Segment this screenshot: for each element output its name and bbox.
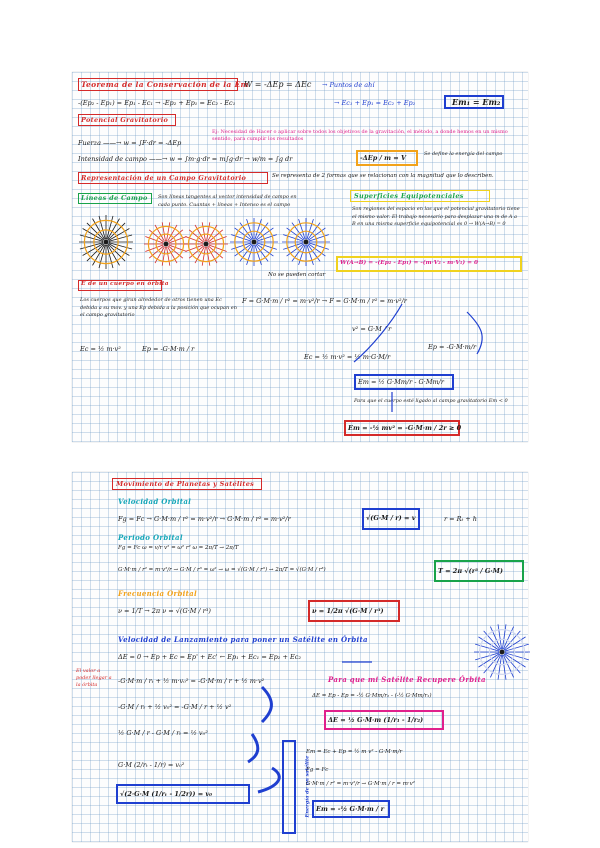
orbit-energy-title: E de un cuerpo en órbita	[81, 281, 169, 287]
potential-note: Se define la energía del campo	[424, 151, 503, 157]
vel-orb-title: Velocidad Orbital	[118, 497, 192, 506]
ep-line: Ep = -G·M·m / r	[142, 345, 195, 353]
frecuencia-title: Frecuencia Orbital	[118, 589, 197, 598]
em-step2: Fg = Fc	[306, 767, 329, 773]
lineas-text: Son líneas tangentes al vector intensidad de campo en cada punto. Cuantas + líneas + Intenso es el campo	[158, 194, 297, 208]
page-title: Teorema de la Conservación de la Em	[81, 80, 249, 89]
periodo-title: Periodo Orbital	[118, 533, 183, 542]
repr-text: Se representa de 2 formas que se relacionan con la magnitud que lo describen.	[272, 173, 494, 179]
potencial-note: Ej: Necesidad de Hacer o aplicar sobre todos los objetivos de la gravitación, el método, a donde hemos en un mismo sentido, para cumplir los resultados	[212, 129, 508, 142]
periodo-eq2: G·M·m / r² = m·v²/r → G·M / r³ = ω² → ω = √(G·M / r³) → 2π/T = √(G·M / r³)	[118, 567, 326, 573]
fuerza-line: Fuerza ——→ w = ∫F·dr = -ΔEp	[78, 139, 182, 147]
launch-step3: ½ G·M / r - G·M / rₜ = ½ v₀²	[118, 729, 208, 737]
intensidad-line: Intensidad de campo ——→ w = ∫m·g·dr = m∫g·dr → w/m = ∫g dr	[78, 155, 293, 163]
repr-title: Representación de un Campo Gravitatorio	[81, 174, 247, 182]
launch-result: √(2·G·M (1/rₜ - 1/2r)) = v₀	[120, 790, 213, 798]
frecuencia-eq: ν = 1/T → 2π ν = √(G·M / r³)	[118, 607, 211, 615]
vertical-label: Energía de un satélite	[304, 755, 311, 818]
notebook-page-1	[72, 72, 528, 442]
frecuencia-result: ν = 1/2π √(G·M / r³)	[312, 607, 384, 615]
delta-e-line: ΔE = 0 → Ep + Ec = Ep' + Ec' ← Ep₁ + Ec₁ = Ep₂ + Ec₂	[118, 653, 301, 661]
periodo-result: T = 2π √(r³ / G·M)	[438, 567, 503, 575]
orbit-energy-text: Los cuerpos que giran alrededor de otros tienen una Ec debida a su mov. y una Ep debida a la posición que ocupan en el campo gravitatorio	[80, 297, 237, 318]
potential-def: -ΔEp / m = V	[360, 154, 407, 162]
em-final: Em = -½ mv² = -G·M·m / 2r ≥ 0	[348, 424, 462, 432]
em-result: Em = -½ G·M·m / r	[316, 805, 385, 813]
vel-orb-radius: r = Rₜ + h	[444, 515, 477, 523]
vel-orb-eq: Fg = Fc → G·M·m / r² = m·v²/r → G·M·m / r² = m·v²/r	[118, 515, 291, 523]
ec-line: Ec = ½ m·v²	[80, 345, 121, 353]
launch-step4: G·M (2/rₜ - 1/r) = v₀²	[118, 761, 185, 769]
v-squared: v² = G·M / r	[352, 325, 392, 333]
potencial-title: Potencial Gravitatorio	[81, 116, 169, 124]
ep-equation: Ep = -G·M·m/r	[428, 343, 477, 351]
recupera-eq: ΔE = Ep - Ep = -½ G·Mm/r₂ - (-½ G·Mm/r₁)	[312, 693, 432, 699]
page1-arrows	[72, 72, 528, 442]
em-step1: Em = Ec + Ep = ½ m v² - G·M·m/r	[306, 749, 403, 755]
side-note: El valor a poder llegar a la órbita	[76, 668, 112, 688]
lineas-title: Líneas de Campo	[81, 194, 148, 202]
launch-step2: -G·M / rₜ + ½ v₀² = -G·M / r + ½ v²	[118, 703, 232, 711]
superficies-text: Son regiones del espacio en las que el potencial gravitatorio tiene el mismo valor. El trabajo necesario para desplazar una m de A a B en una misma superficie equipotencial es 0 → W(A→B) = 0	[352, 206, 520, 227]
lanzamiento-title: Velocidad de Lanzamiento para poner un Satélite en Órbita	[118, 635, 368, 644]
work-zero: W(A→B) = -(Ep₂ - Ep₁) = -(m·V₂ - m·V₁) = 0	[340, 260, 479, 266]
ec-equation: Ec = ½ m·v² = ½ m·G·M/r	[304, 353, 391, 361]
periodo-eq1: Fg = Fc ω = v/r v² = ω² r² ω = 2π/T → 2π/T	[118, 545, 239, 551]
page2-arrows	[72, 472, 528, 842]
launch-step1: -G·M·m / rₜ + ½ m·v₀² = -G·M·m / r + ½ m·v²	[118, 677, 265, 685]
no-cortan-label: No se pueden cortar	[268, 272, 326, 278]
em-step3: G·M·m / r² = m·v²/r → G·M·m / r = m·v²	[306, 781, 415, 787]
energy-line-1: -(Ep₂ - Ep₁) = Ep₁ - Ec₁ → -Ep₂ + Ep₁ = Ec₂ - Ec₁	[78, 99, 236, 107]
em-conservation: Em₁ = Em₂	[452, 97, 501, 107]
recupera-title: Para que mi Satélite Recupere Órbita	[328, 675, 486, 684]
delta-result: ΔE = ½ G·M·m (1/r₁ - 1/r₂)	[328, 716, 424, 724]
energy-line-1b: → Ec₁ + Ep₁ = Ec₂ + Ep₂	[334, 99, 416, 107]
superficies-title: Superficies Equipotenciales	[354, 192, 464, 200]
work-equation: W = -ΔEp = ΔEc	[244, 80, 312, 89]
ligado-text: Para que el cuerpo esté ligado al campo gravitatorio Em < 0	[354, 398, 508, 404]
title-note: → Puntos de ahí	[322, 81, 375, 89]
p2-title: Movimiento de Planetas y Satélites	[116, 480, 255, 488]
orbit-force: F = G·M·m / r² = m·v²/r → F = G·M·m / r² = m·v²/r	[242, 297, 407, 305]
em-sum: Em = ½ G·Mm/r - G·Mm/r	[358, 378, 444, 386]
vel-orb-result: √(G·M / r) = v	[366, 514, 416, 522]
notebook-page-2	[72, 472, 528, 842]
